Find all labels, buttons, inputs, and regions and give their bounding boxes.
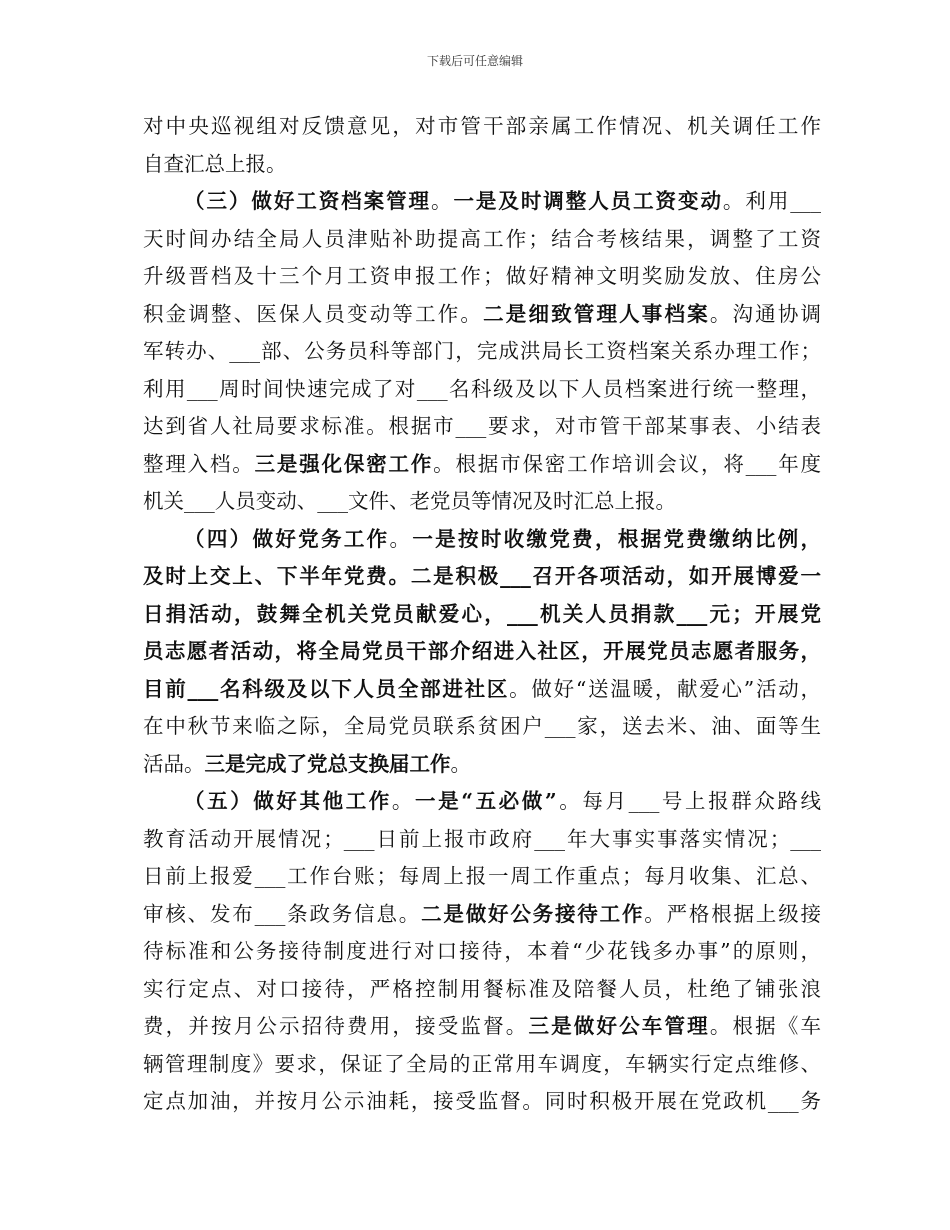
text-line: [143, 708, 821, 746]
bold-text-segment: 目前___名科级及以下人员全部进社区: [143, 676, 510, 701]
bold-text-segment: 一是按时收缴党费，根据党费缴纳比例，: [412, 526, 822, 551]
text-line: [143, 296, 821, 334]
text-line: [143, 633, 821, 671]
text-segment: 在中秋节来临之际，全局党员联系贫困户___家，送去米、油、面等生: [143, 714, 821, 738]
text-segment: 天时间办结全局人员津贴补助提高工作；结合考核结果，调整了工资: [143, 226, 821, 251]
text-segment: 积金调整、医保人员变动等工作。: [143, 301, 484, 326]
text-segment: 。每月___号上报群众路线: [556, 789, 822, 813]
text-segment: 待标准和公务接待制度进行对口接待，本着“少花钱多办事”的原则，: [143, 939, 821, 963]
text-segment: 活品。: [143, 751, 205, 776]
bold-text-segment: 日捐活动，鼓舞全机关党员献爱心，___机关人员捐款___元；开展党: [143, 601, 821, 626]
text-line: [143, 183, 821, 221]
text-line: [143, 1008, 821, 1046]
text-line: [143, 896, 821, 934]
text-line: [143, 821, 821, 859]
text-segment: 。: [389, 526, 413, 551]
text-line: [143, 371, 821, 409]
text-line: [143, 596, 821, 634]
bold-text-segment: （四）做好党务工作: [184, 526, 390, 551]
text-line: [143, 446, 821, 484]
text-segment: 费，并按月公示招待费用，接受监督。: [143, 1014, 529, 1038]
text-segment: 利用___周时间快速完成了对___名科级及以下人员档案进行统一整理，: [143, 376, 821, 401]
bold-text-segment: （三）做好工资档案管理: [184, 189, 431, 213]
text-line: [143, 108, 821, 146]
text-segment: 。做好“送温暖，献爱心”活动，: [509, 676, 821, 701]
text-segment: 。沟通协调: [709, 301, 822, 326]
text-segment: 教育活动开展情况；___日前上报市政府___年大事实事落实情况；___: [143, 826, 821, 851]
text-line: [143, 746, 821, 784]
text-line: [143, 1083, 821, 1121]
text-line: [143, 858, 821, 896]
text-segment: 对中央巡视组对反馈意见，对市管干部亲属工作情况、机关调任工作: [143, 114, 821, 138]
text-segment: 。: [450, 751, 471, 776]
bold-text-segment: 三是强化保密工作: [254, 451, 434, 476]
bold-text-segment: （五）做好其他工作: [184, 789, 392, 813]
text-segment: 自查汇总上报。: [143, 151, 287, 176]
text-segment: 整理入档。: [143, 451, 255, 476]
text-segment: 军转办、___部、公务员科等部门，完成洪局长工资档案关系办理工作；: [143, 339, 821, 363]
bold-text-segment: 员志愿者活动，将全局党员干部介绍进入社区，开展党员志愿者服务，: [143, 639, 821, 663]
text-line: [143, 933, 821, 971]
text-line: [143, 1046, 821, 1084]
bold-text-segment: 一是“五必做”: [415, 789, 557, 813]
bold-text-segment: 三是做好公车管理: [528, 1014, 710, 1038]
text-segment: 达到省人社局要求标准。根据市___要求，对市管干部某事表、小结表: [143, 414, 821, 438]
text-segment: 机关___人员变动、___文件、老党员等情况及时汇总上报。: [143, 489, 676, 513]
text-segment: 审核、发布___条政务信息。: [143, 901, 422, 926]
page-header: 下载后可任意编辑: [426, 54, 523, 68]
text-segment: 定点加油，并按月公示油耗，接受监督。同时积极开展在党政机___务: [143, 1089, 821, 1113]
text-segment: 日前上报爱___工作台账；每周上报一周工作重点；每月收集、汇总、: [143, 864, 821, 888]
bold-text-segment: 二是细致管理人事档案: [483, 301, 710, 326]
text-line: [143, 258, 821, 296]
text-segment: 。根据市保密工作培训会议，将___年度: [433, 451, 822, 476]
text-line: [143, 671, 821, 709]
text-segment: 升级晋档及十三个月工资申报工作；做好精神文明奖励发放、住房公: [143, 264, 821, 288]
text-segment: 实行定点、对口接待，严格控制用餐标准及陪餐人员，杜绝了铺张浪: [143, 976, 821, 1001]
text-segment: 。根据《车: [709, 1014, 822, 1038]
text-segment: 辆管理制度》要求，保证了全局的正常用车调度，车辆实行定点维修、: [143, 1051, 821, 1076]
text-segment: 。严格根据上级接: [644, 901, 822, 926]
text-line: [143, 483, 821, 521]
bold-text-segment: 二是做好公务接待工作: [421, 901, 645, 926]
text-line: [143, 146, 821, 184]
bold-text-segment: 一是及时调整人员工资变动: [453, 189, 723, 213]
bold-text-segment: 三是完成了党总支换届工作: [204, 751, 451, 776]
text-segment: 。利用___: [722, 189, 822, 213]
bold-text-segment: 及时上交上、下半年党费。二是积极___召开各项活动，如开展博爱一: [143, 564, 821, 588]
text-line: [143, 408, 821, 446]
document-body: [143, 108, 821, 1121]
text-line: [143, 783, 821, 821]
text-line: [143, 558, 821, 596]
text-line: [143, 221, 821, 259]
text-line: [143, 333, 821, 371]
text-segment: 。: [431, 189, 454, 213]
text-line: [143, 521, 821, 559]
text-segment: 。: [391, 789, 415, 813]
text-line: [143, 971, 821, 1009]
